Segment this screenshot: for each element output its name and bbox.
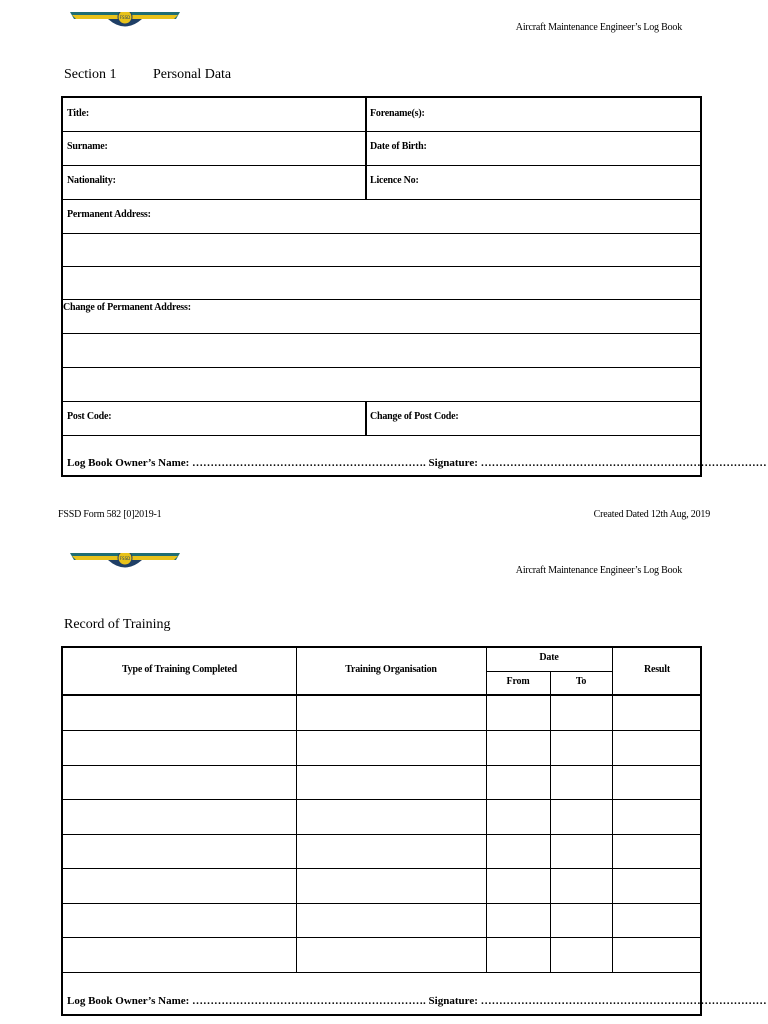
nationality-label: Nationality: <box>67 175 116 186</box>
table-row <box>63 868 700 869</box>
permanent-address-label: Permanent Address: <box>67 209 151 220</box>
column-divider <box>486 648 487 972</box>
row-divider <box>63 266 700 267</box>
row-divider <box>63 233 700 234</box>
row-divider <box>63 299 700 300</box>
training-section-title: Record of Training <box>64 617 171 632</box>
col-header-to: To <box>575 676 587 687</box>
row-divider <box>63 435 700 436</box>
row-divider <box>63 165 700 166</box>
header-divider <box>63 694 700 696</box>
fssd-logo <box>70 553 180 577</box>
column-divider <box>296 648 297 972</box>
column-divider <box>365 401 367 435</box>
fssd-logo <box>70 12 180 36</box>
change-of-permanent-address-label: Change of Permanent Address: <box>63 302 191 313</box>
row-divider <box>63 131 700 132</box>
col-header-result: Result <box>643 664 671 675</box>
logo-text: FSSD <box>119 556 131 561</box>
table-row <box>63 799 700 800</box>
created-date: Created Dated 12th Aug, 2019 <box>593 509 710 520</box>
table-row <box>63 972 700 973</box>
section-number: Section 1 <box>64 67 117 82</box>
header-title: Aircraft Maintenance Engineer’s Log Book <box>515 22 682 33</box>
header-title: Aircraft Maintenance Engineer’s Log Book <box>515 565 682 576</box>
section-title: Personal Data <box>153 67 232 82</box>
column-divider <box>365 98 367 199</box>
personal-data-form <box>61 96 767 477</box>
col-header-type: Type of Training Completed <box>121 664 238 675</box>
forenames-label: Forename(s): <box>370 108 425 119</box>
change-of-post-code-label: Change of Post Code: <box>370 411 459 422</box>
row-divider <box>63 199 700 200</box>
table-row <box>63 937 700 938</box>
post-code-label: Post Code: <box>67 411 112 422</box>
table-row <box>63 903 700 904</box>
column-divider <box>612 648 613 972</box>
training-record-table <box>61 646 767 1016</box>
date-of-birth-label: Date of Birth: <box>370 141 427 152</box>
col-header-date: Date <box>539 652 559 663</box>
date-subheader-divider <box>486 671 612 672</box>
table-row <box>63 730 700 731</box>
surname-label: Surname: <box>67 141 108 152</box>
title-label: Title: <box>67 108 89 119</box>
row-divider <box>63 333 700 334</box>
col-header-from: From <box>506 676 530 687</box>
owner-signature-line: Log Book Owner’s Name: ………………………………………………………. Signature: …………………………………………………………………… <box>67 457 767 469</box>
table-row <box>63 765 700 766</box>
owner-signature-line: Log Book Owner’s Name: ………………………………………………………. Signature: …………………………………………………………………… <box>67 995 767 1007</box>
column-divider <box>550 671 551 972</box>
licence-no-label: Licence No: <box>370 175 419 186</box>
logo-text: FSSD <box>119 15 131 20</box>
form-number: FSSD Form 582 [0]2019-1 <box>58 509 162 520</box>
row-divider <box>63 367 700 368</box>
col-header-organisation: Training Organisation <box>345 664 437 675</box>
table-row <box>63 834 700 835</box>
row-divider <box>63 401 700 402</box>
